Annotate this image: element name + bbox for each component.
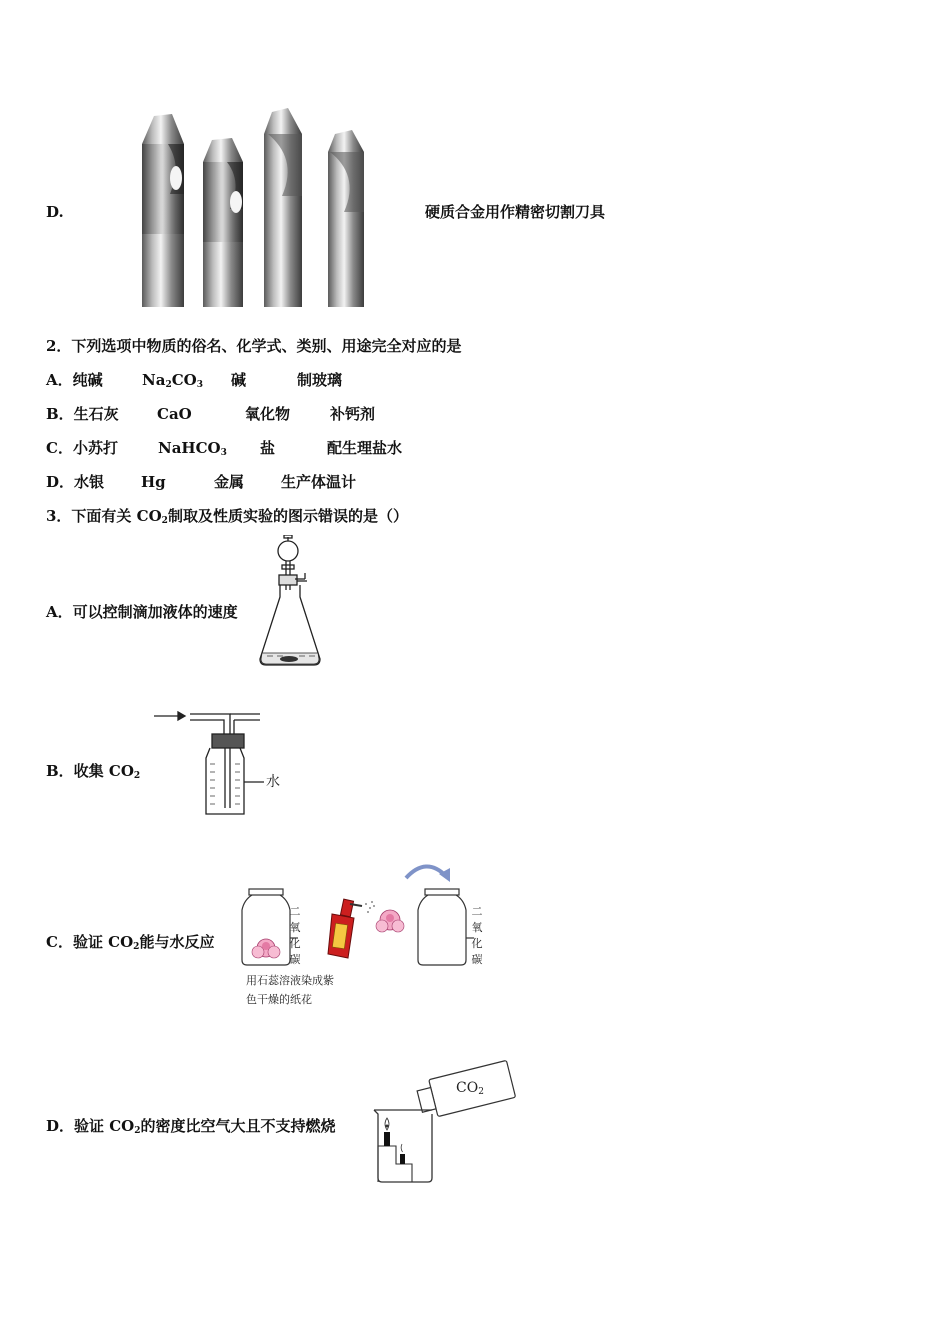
- co2-bottle-label: $CO_2$: [456, 1080, 484, 1097]
- q3-option-b-text: B．收集 $CO_2$: [46, 762, 141, 781]
- q2-option-a-label: A．纯碱: [46, 371, 103, 389]
- co2-pouring-candles-beaker: [370, 1058, 520, 1188]
- q2-option-c-formula: NaHCO$_3$: [158, 439, 227, 458]
- q2-option-a-use: 制玻璃: [297, 371, 343, 389]
- q3-option-a-text: A．可以控制滴加液体的速度: [46, 603, 238, 621]
- flower-caption-line2: 色干燥的纸花: [246, 993, 312, 1006]
- q2-option-c-label: C．小苏打: [46, 439, 118, 457]
- q3-stem: 3．下面有关 $CO_2$制取及性质实验的图示错误的是（）: [46, 507, 408, 526]
- water-label: 水: [266, 774, 280, 790]
- jar1-label: 二 氧 化 碳: [289, 905, 301, 966]
- q1-option-d-label: D.: [46, 203, 64, 221]
- conical-flask-with-separatory-funnel: [255, 535, 335, 670]
- q2-option-c-use: 配生理盐水: [327, 439, 403, 457]
- q2-option-c-category: 盐: [260, 439, 276, 457]
- jar2-label: 二 氧 化 碳: [471, 905, 483, 966]
- litmus-flower-experiment: [236, 856, 496, 971]
- flower-caption-line1: 用石蕊溶液染成紫: [246, 974, 334, 987]
- q2-stem: 2．下列选项中物质的俗名、化学式、类别、用途完全对应的是: [46, 337, 462, 355]
- q2-option-b-use: 补钙剂: [330, 405, 376, 423]
- q2-option-b-label: B．生石灰: [46, 405, 119, 423]
- q1-option-d-text: 硬质合金用作精密切割刀具: [425, 203, 606, 221]
- q2-option-a-formula: $Na_2CO_3$: [142, 371, 203, 390]
- q3-option-d-text: D．验证 $CO_2$的密度比空气大且不支持燃烧: [46, 1117, 336, 1136]
- paper-flower-2: [376, 910, 404, 932]
- q2-option-b-category: 氧化物: [245, 405, 291, 423]
- q2-option-d-formula: Hg: [141, 473, 166, 491]
- gas-collection-bottle-with-water: [152, 708, 292, 820]
- q2-option-d-label: D．水银: [46, 473, 105, 491]
- q3-option-c-text: C．验证 $CO_2$能与水反应: [46, 933, 215, 952]
- q2-option-d-category: 金属: [214, 473, 245, 491]
- paper-flower-1: [252, 939, 280, 958]
- spray-bottle: [328, 899, 362, 958]
- drill-bit-3: [264, 108, 302, 307]
- drill-bit-2: [203, 138, 243, 307]
- drill-bits-image: [72, 104, 424, 310]
- q2-option-d-use: 生产体温计: [281, 473, 357, 491]
- drill-bit-4: [328, 130, 364, 307]
- drill-bit-1: [142, 114, 184, 307]
- curved-arrow: [406, 866, 450, 882]
- q2-option-a-category: 碱: [231, 371, 247, 389]
- q2-option-b-formula: CaO: [157, 405, 192, 423]
